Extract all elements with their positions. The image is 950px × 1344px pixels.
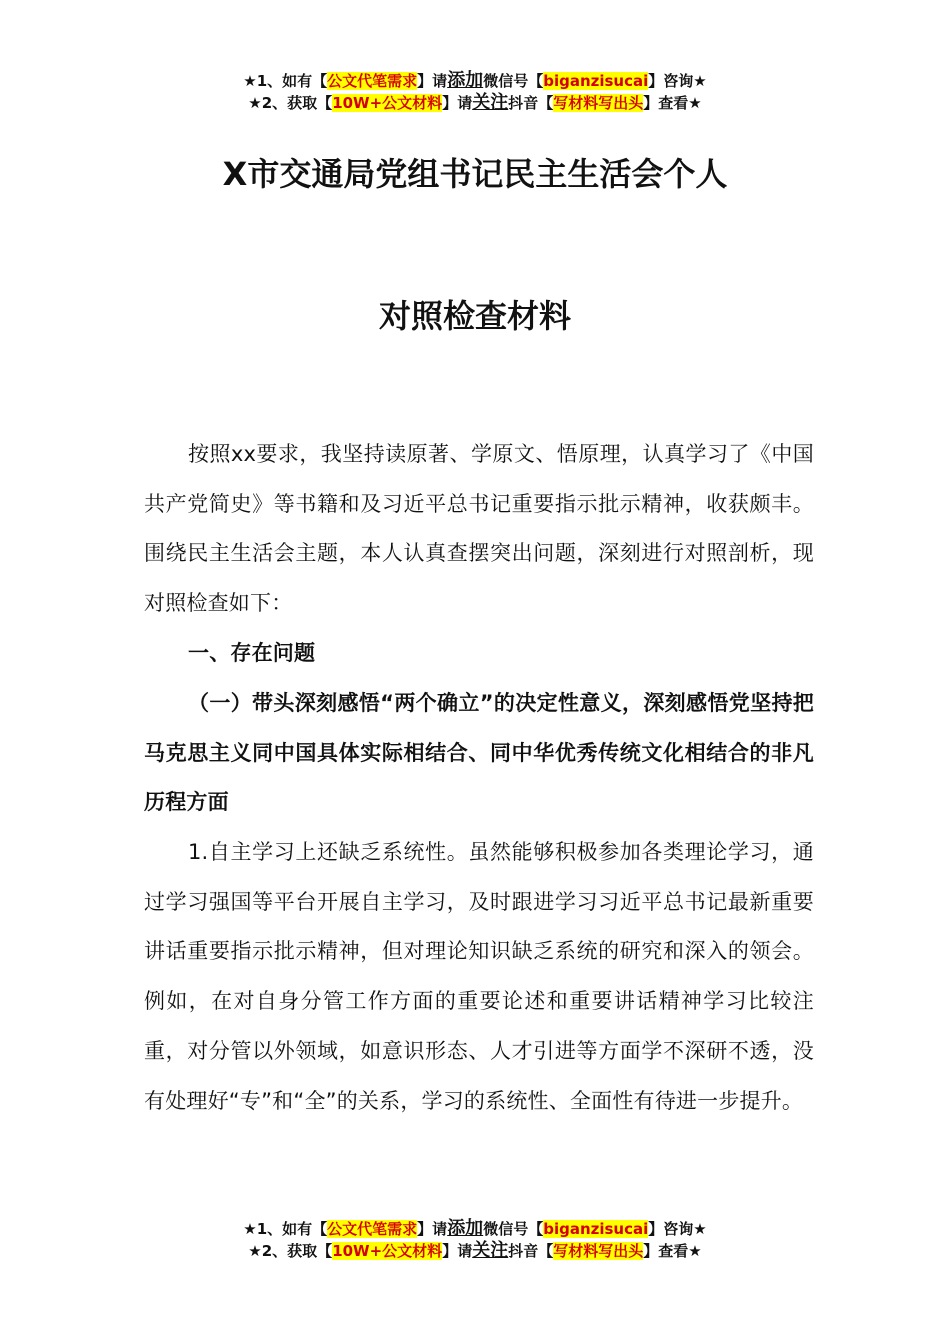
- banner-text: 】咨询★: [648, 72, 707, 90]
- document-title-line-1: X市交通局党组书记民主生活会个人: [222, 155, 728, 193]
- banner-highlight: 公文代笔需求: [327, 72, 418, 90]
- banner-text: ★1、如有【: [243, 1220, 328, 1238]
- banner-underline: 添加: [447, 1218, 484, 1239]
- banner-text: 抖音【: [508, 1242, 554, 1260]
- banner-underline: 添加: [447, 70, 484, 91]
- banner-text: ★2、获取【: [248, 1242, 333, 1260]
- banner-line-1: [0, 70, 950, 92]
- banner-text: ★1、如有【: [243, 72, 328, 90]
- banner-underline: 关注: [472, 92, 509, 113]
- banner-highlight: 10W+公文材料: [332, 94, 443, 112]
- banner-text: 】查看★: [643, 1242, 702, 1260]
- banner-text: 微信号【: [483, 1220, 544, 1238]
- banner-text: 】咨询★: [648, 1220, 707, 1238]
- banner-highlight: biganzisucai: [543, 72, 649, 90]
- banner-text: 】请: [442, 94, 473, 112]
- banner-text: 微信号【: [483, 72, 544, 90]
- banner-line-2: [0, 92, 950, 114]
- section-heading: 一、存在问题: [188, 641, 316, 665]
- banner-underline: 关注: [472, 1240, 509, 1261]
- intro-paragraph: 按照xx要求，我坚持读原著、学原文、悟原理，认真学习了《中国共产党简史》等书籍和及习近平总书记重要指示批示精神，收获颇丰。围绕民主生活会主题，本人认真查摆突出问题，深刻进行对照剖析，现对照检查如下：: [144, 442, 814, 616]
- banner-text: 】请: [417, 72, 448, 90]
- item-paragraph: 1.自主学习上还缺乏系统性。虽然能够积极参加各类理论学习，通过学习强国等平台开展自主学习，及时跟进学习习近平总书记最新重要讲话重要指示批示精神，但对理论知识缺乏系统的研究和深入的领会。例如，在对自身分管工作方面的重要论述和重要讲话精神学习比较注重，对分管以外领域，如意识形态、人才引进等方面学不深研不透，没有处理好“专”和“全”的关系，学习的系统性、全面性有待进一步提升。: [144, 840, 814, 1113]
- banner-text: ★2、获取【: [248, 94, 333, 112]
- banner-text: 】请: [417, 1220, 448, 1238]
- banner-line-1: [0, 1218, 950, 1240]
- banner-highlight: 写材料写出头: [553, 94, 644, 112]
- banner-highlight: 写材料写出头: [553, 1242, 644, 1260]
- banner-text: 抖音【: [508, 94, 554, 112]
- header-banner: [0, 70, 950, 114]
- banner-line-2: [0, 1240, 950, 1262]
- document-title-line-2: 对照检查材料: [378, 297, 571, 335]
- banner-highlight: 公文代笔需求: [327, 1220, 418, 1238]
- footer-banner: [0, 1218, 950, 1262]
- subsection-heading: （一）带头深刻感悟“两个确立”的决定性意义，深刻感悟党坚持把马克思主义同中国具体实际相结合、同中华优秀传统文化相结合的非凡历程方面: [144, 691, 814, 815]
- banner-text: 】请: [442, 1242, 473, 1260]
- banner-highlight: 10W+公文材料: [332, 1242, 443, 1260]
- banner-highlight: biganzisucai: [543, 1220, 649, 1238]
- banner-text: 】查看★: [643, 94, 702, 112]
